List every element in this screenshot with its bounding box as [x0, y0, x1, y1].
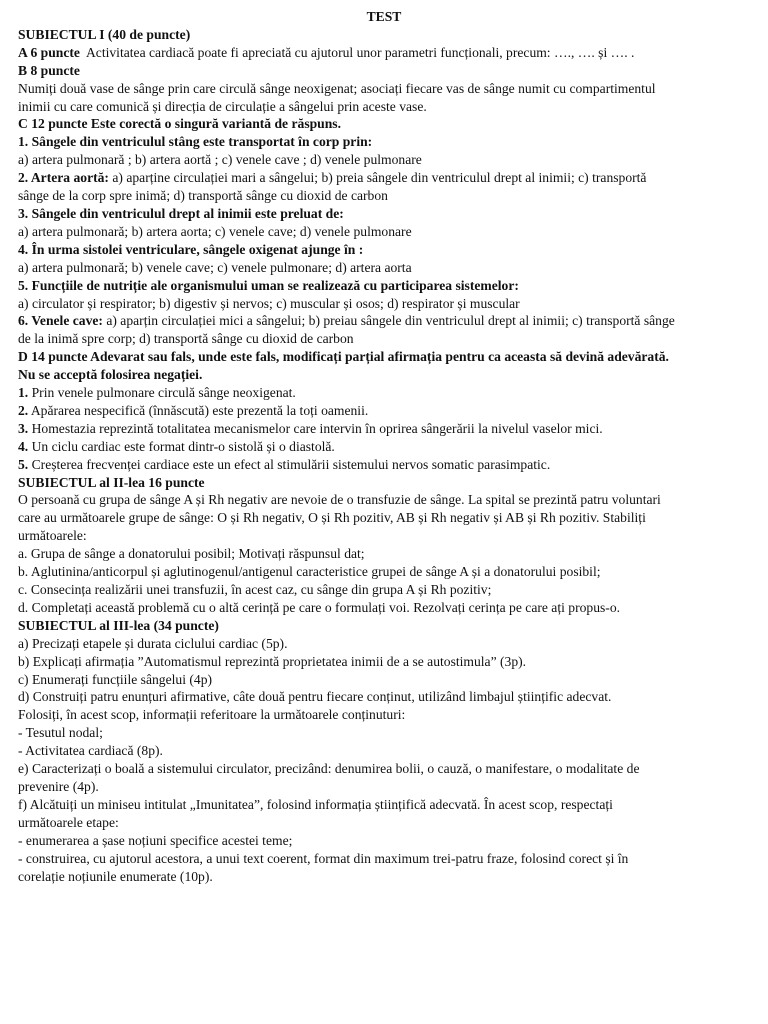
question-c6-label: 6. Venele cave: [18, 313, 103, 329]
question-c5: 5. Funcțiile de nutriție ale organismului uman se realizează cu participarea sistemelor: [18, 277, 519, 293]
statement-text: Homestazia reprezintă totalitatea mecanismelor care intervin în oprirea sângerării la nivelul vaselor mici. [28, 420, 603, 436]
statement-number: 3. [18, 420, 29, 436]
section-a-label: A 6 puncte [18, 44, 80, 60]
subject-2-item-d: d. Completați această problemă cu o altă cerință pe care o formulați voi. Rezolvați cerința pe care ați propus-o. [18, 599, 621, 615]
subject-3-heading: SUBIECTUL al III-lea (34 puncte) [18, 617, 219, 633]
subject-3-line: Folosiți, în acest scop, informații referitoare la următoarele conținuturi: [18, 707, 406, 723]
answers-c5: a) circulator și respirator; b) digestiv și nervos; c) muscular și osos; d) respirator și muscular [18, 295, 520, 311]
subject-1-heading: SUBIECTUL I (40 de puncte) [18, 26, 191, 42]
subject-3-line: d) Construiți patru enunțuri afirmative, câte două pentru fiecare conținut, utilizând limbajul științific adecvat. [18, 689, 612, 705]
answers-c3: a) artera pulmonară; b) artera aorta; c) venele cave; d) venele pulmonare [18, 223, 412, 239]
subject-2-item-b: b. Aglutinina/anticorpul și aglutinogenul/antigenul caracteristice grupei de sânge A și a donatorului posibil; [18, 564, 601, 580]
statement-text: Un ciclu cardiac este format dintr-o sistolă și o diastolă. [28, 438, 335, 454]
question-c2 [18, 169, 750, 187]
subject-3-line: b) Explicați afirmația ”Automatismul reprezintă proprietatea inimii de a se autostimula” (3p). [18, 653, 527, 669]
statement-number: 4. [18, 438, 29, 454]
statement-d1 [18, 384, 750, 402]
subject-3-line: - enumerarea a șase noțiuni specifice acestei teme; [18, 832, 293, 848]
statement-number: 1. [18, 385, 29, 401]
section-a [18, 44, 750, 62]
subject-3-line: - Activitatea cardiacă (8p). [18, 743, 163, 759]
section-c-label: C 12 puncte Este corectă o singură variantă de răspuns. [18, 116, 341, 132]
subject-3-line: - construirea, cu ajutorul acestora, a unui text coerent, format din maximum trei-patru fraze, folosind corect și în [18, 850, 629, 866]
subject-2-intro-3: următoarele: [18, 528, 87, 544]
statement-number: 5. [18, 456, 29, 472]
answers-c2-part1: a) aparține circulației mari a sângelui; b) preia sângele din ventriculul drept al inimii; c) transportă [108, 170, 647, 186]
question-c3: 3. Sângele din ventriculul drept al inimii este preluat de: [18, 205, 344, 221]
subject-3-line: următoarele etape: [18, 814, 119, 830]
question-c2-label: 2. Artera aortă: [18, 170, 109, 186]
subject-3-line: c) Enumerați funcțiile sângelui (4p) [18, 671, 213, 687]
subject-2-item-c: c. Consecința realizării unei transfuzii, în acest caz, cu sânge din grupa A și Rh pozitiv; [18, 582, 492, 597]
subject-2-item-a: a. Grupa de sânge a donatorului posibil; Motivați răspunsul dat; [18, 546, 365, 562]
section-d-label-2: Nu se acceptă folosirea negației. [18, 367, 203, 383]
answers-c6-part2: de la inimă spre corp; d) transportă sânge cu dioxid de carbon [18, 331, 354, 347]
question-c1: 1. Sângele din ventriculul stâng este transportat în corp prin: [18, 134, 373, 150]
statement-text: Creșterea frecvenței cardiace este un efect al stimulării sistemului nervos somatic parasimpatic. [28, 456, 551, 472]
statement-text: Prin venele pulmonare circulă sânge neoxigenat. [28, 385, 296, 401]
question-c6 [18, 312, 750, 330]
section-d-label-1: D 14 puncte Adevarat sau fals, unde este fals, modificați parțial afirmația pentru ca aceasta să devină adevărată. [18, 349, 669, 365]
section-a-text: Activitatea cardiacă poate fi apreciată cu ajutorul unor parametri funcționali, precum: …., …. și …. . [79, 44, 635, 60]
statement-text: Apărarea nespecifică (înnăscută) este prezentă la toți oamenii. [28, 402, 369, 418]
subject-3-line: corelație noțiunile enumerate (10p). [18, 868, 213, 884]
answers-c1: a) artera pulmonară ; b) artera aortă ; c) venele cave ; d) venele pulmonare [18, 152, 422, 168]
section-b-label: B 8 puncte [18, 62, 80, 78]
subject-2-heading: SUBIECTUL al II-lea 16 puncte [18, 474, 205, 490]
subject-3-line: f) Alcătuiți un miniseu intitulat „Imunitatea”, folosind informația științifică adecvată. În acest scop, respectați [18, 796, 613, 812]
question-c4: 4. În urma sistolei ventriculare, sângele oxigenat ajunge în : [18, 241, 364, 257]
statement-d4 [18, 438, 750, 456]
subject-3-line: a) Precizați etapele și durata ciclului cardiac (5p). [18, 635, 288, 651]
section-b-text-1: Numiți două vase de sânge prin care circulă sânge neoxigenat; asociați fiecare vas de sânge numit cu compartimentul [18, 80, 656, 96]
document-title: TEST [366, 9, 402, 24]
statement-d5 [18, 456, 750, 474]
subject-3-line: prevenire (4p). [18, 778, 99, 794]
subject-3-line: - Tesutul nodal; [18, 725, 103, 741]
answers-c2-part2: sânge de la corp spre inimă; d) transportă sânge cu dioxid de carbon [18, 188, 388, 204]
statement-d3 [18, 420, 750, 438]
subject-3-line: e) Caracterizați o boală a sistemului circulator, precizând: denumirea bolii, o cauză, o manifestare, o modalitate de [18, 761, 640, 777]
answers-c6-part1: a) aparțin circulației mici a sângelui; b) preiau sângele din ventriculul drept al inimii; c) transportă sânge [102, 313, 675, 329]
section-b-text-2: inimii cu care comunică și direcția de circulație a sângelui prin aceste vase. [18, 98, 427, 114]
statement-number: 2. [18, 402, 29, 418]
subject-2-intro-1: O persoană cu grupa de sânge A și Rh negativ are nevoie de o transfuzie de sânge. La spital se prezintă patru voluntari [18, 492, 661, 508]
answers-c4: a) artera pulmonară; b) venele cave; c) venele pulmonare; d) artera aorta [18, 259, 412, 275]
statement-d2 [18, 402, 750, 420]
subject-2-intro-2: care au următoarele grupe de sânge: O și Rh negativ, O și Rh pozitiv, AB și Rh negativ și AB și Rh pozitiv. Stabiliți [18, 510, 646, 526]
